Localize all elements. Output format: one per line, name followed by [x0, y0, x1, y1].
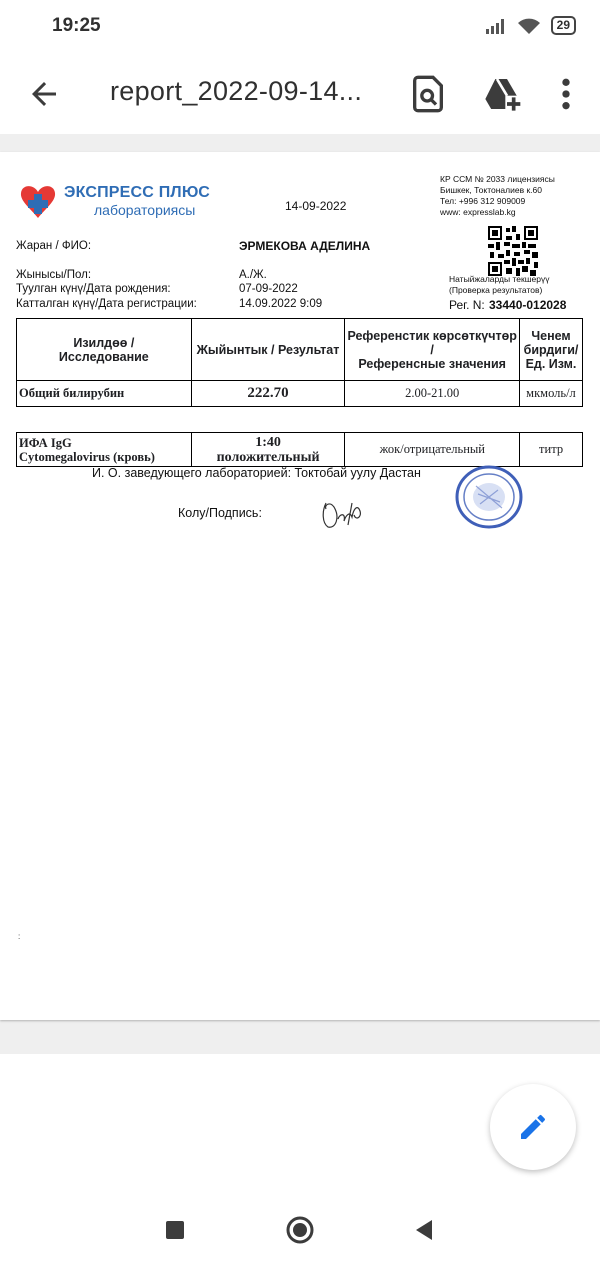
test-unit: мкмоль/л	[520, 381, 583, 407]
report-page	[0, 152, 600, 1020]
header-test: Изилдөө / Исследование	[17, 319, 192, 381]
battery-icon: 29	[551, 16, 576, 35]
reg-date-label: Катталган күнү/Дата регистрации:	[16, 298, 197, 310]
address-line: www: expresslab.kg	[440, 207, 516, 217]
qr-caption-line: Натыйжаларды текшерүү	[449, 274, 550, 284]
table-row	[17, 381, 583, 407]
test-name: ИФА IgG Cytomegalovirus (кровь)	[17, 433, 192, 467]
qr-caption	[449, 274, 550, 296]
reg-number-label: Рег. N:	[449, 298, 485, 312]
home-icon[interactable]	[282, 1212, 318, 1248]
heart-cross-logo-icon	[18, 182, 58, 220]
patient-name: ЭРМЕКОВА АДЕЛИНА	[239, 239, 371, 253]
test-name: Общий билирубин	[17, 381, 192, 407]
edit-button[interactable]	[490, 1084, 576, 1170]
dob-label: Туулган күнү/Дата рождения:	[16, 283, 171, 295]
page-mark: :	[18, 932, 21, 941]
qr-caption-line: (Проверка результатов)	[449, 285, 543, 295]
reg-number: 33440-012028	[489, 298, 567, 312]
header-unit: Ченем бирдиги/ Ед. Изм.	[520, 319, 583, 381]
back-nav-icon[interactable]	[406, 1212, 442, 1248]
test-reference: жок/отрицательный	[345, 433, 520, 467]
test-unit: титр	[520, 433, 583, 467]
header-result: Жыйынтык / Результат	[191, 319, 345, 381]
find-in-page-icon[interactable]	[408, 74, 448, 114]
document-title: report_2022-09-14...	[110, 76, 363, 106]
test-result: 1:40 положительный	[191, 433, 345, 467]
test-reference: 2.00-21.00	[345, 381, 520, 407]
add-to-drive-icon[interactable]	[482, 74, 522, 114]
app-bar	[0, 54, 600, 134]
qr-code	[488, 226, 538, 276]
system-nav-bar	[0, 1194, 600, 1266]
header-reference: Референстик көрсөткүчтөр / Референсные значения	[345, 319, 520, 381]
patient-dob: 07-09-2022	[239, 283, 298, 295]
address-line: КР ССМ № 2033 лицензиясы	[440, 174, 555, 184]
reg-date: 14.09.2022 9:09	[239, 298, 323, 310]
logo-subtitle: лабораториясы	[94, 202, 196, 218]
wifi-icon	[517, 17, 541, 35]
name-label: Жаран / ФИО:	[16, 240, 92, 252]
report-date: 14-09-2022	[285, 199, 347, 213]
lab-address	[440, 174, 555, 218]
address-line: Тел: +996 312 909009	[440, 196, 526, 206]
more-options-icon[interactable]	[546, 74, 586, 114]
address-line: Бишкек, Токтоналиев к.60	[440, 185, 542, 195]
signature-image	[318, 497, 370, 531]
back-arrow-icon[interactable]	[26, 76, 62, 112]
sex-label: Жынысы/Пол:	[16, 269, 92, 281]
patient-sex: А./Ж.	[239, 269, 267, 281]
lab-stamp	[454, 464, 524, 530]
lab-head-line: И. О. заведующего лабораторией: Токтобай уулу Дастан	[92, 466, 421, 480]
table-row	[17, 433, 583, 467]
results-table	[16, 318, 583, 407]
signal-icon	[485, 18, 507, 34]
lab-logo	[18, 182, 210, 220]
table-header-row	[17, 319, 583, 381]
recents-icon[interactable]	[157, 1212, 193, 1248]
status-time: 19:25	[52, 15, 101, 36]
document-viewer[interactable]	[0, 134, 600, 1194]
results-table-2	[16, 432, 583, 467]
signature-label: Колу/Подпись:	[178, 506, 262, 520]
status-bar	[0, 0, 600, 54]
logo-title: ЭКСПРЕСС ПЛЮС	[64, 184, 211, 201]
pencil-icon	[517, 1111, 549, 1143]
test-result: 222.70	[191, 381, 345, 407]
